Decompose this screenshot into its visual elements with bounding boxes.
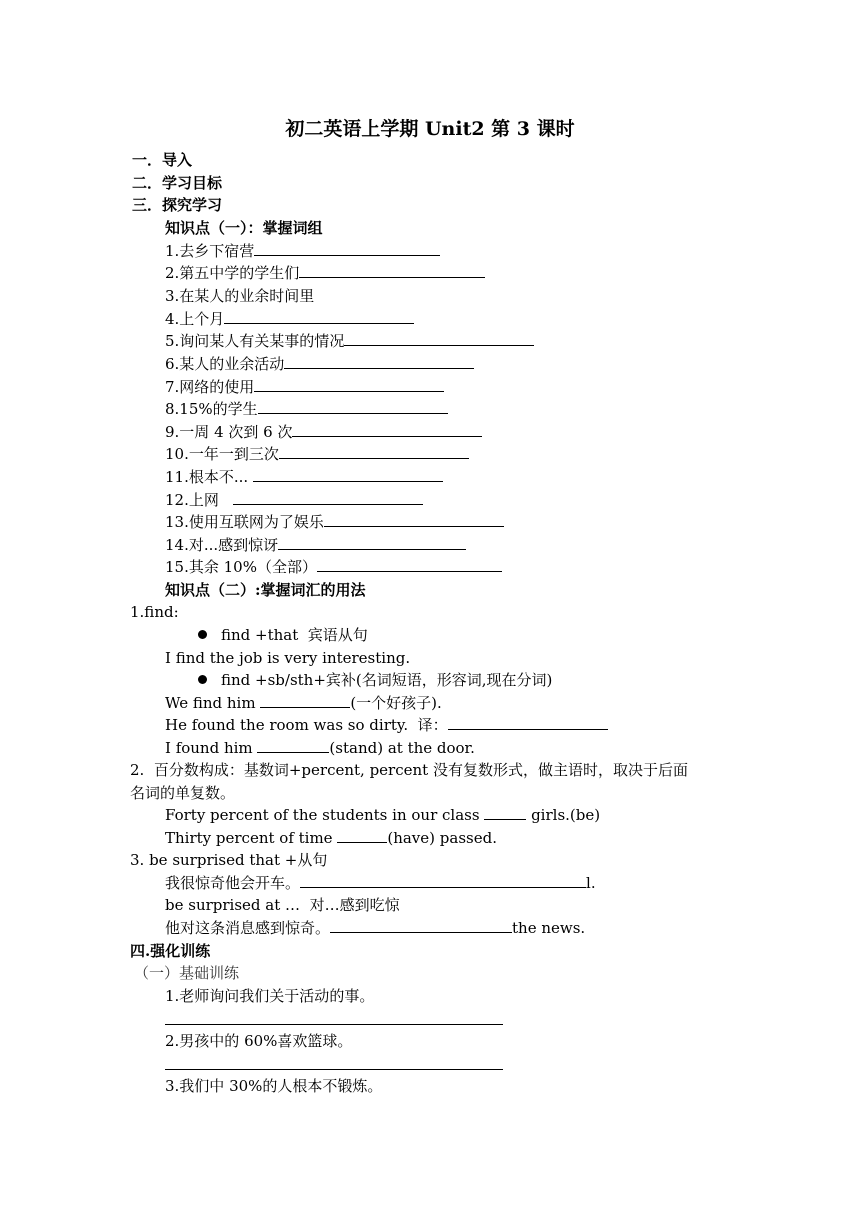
bullet-icon xyxy=(198,630,207,639)
answer-blank[interactable] xyxy=(258,398,448,414)
phrase-item-text: 13.使用互联网为了娱乐 xyxy=(165,513,324,531)
answer-blank[interactable] xyxy=(278,534,466,550)
phrase-item xyxy=(165,443,469,465)
bullet-text: find +sb/sth+宾补(名词短语，形容词,现在分词) xyxy=(221,671,553,689)
phrase-item-text: 2.第五中学的学生们 xyxy=(165,264,300,282)
percent-rule-line-2: 名词的单复数。 xyxy=(130,784,236,802)
section-objectives: 二．学习目标 xyxy=(132,174,223,192)
phrase-item-text: 3.在某人的业余时间里 xyxy=(165,287,315,305)
phrase-item xyxy=(165,240,440,262)
phrase-item xyxy=(165,285,314,307)
answer-blank[interactable] xyxy=(233,489,423,505)
bullet-item xyxy=(198,624,368,646)
phrase-item xyxy=(165,398,448,420)
example-sentence xyxy=(165,714,608,736)
training-question: 1.老师询问我们关于活动的事。 xyxy=(165,987,375,1005)
section-explore: 三．探究学习 xyxy=(132,196,223,214)
phrase-item xyxy=(165,376,444,398)
answer-blank[interactable] xyxy=(324,511,504,527)
phrase-item-text: 11.根本不... xyxy=(165,468,249,486)
phrase-item xyxy=(165,466,443,488)
bullet-item xyxy=(198,669,552,691)
example-text: (have) passed. xyxy=(387,829,497,847)
example-text: 我很惊奇他会开车。 xyxy=(165,874,301,892)
section-training: 四.强化训练 xyxy=(130,942,211,960)
phrase-item-text: 8.15%的学生 xyxy=(165,400,258,418)
find-title: 1.find: xyxy=(130,603,179,621)
answer-blank[interactable] xyxy=(344,330,534,346)
answer-blank[interactable] xyxy=(317,556,502,572)
example-text: the news. xyxy=(512,919,586,937)
answer-blank[interactable] xyxy=(484,804,526,820)
bullet-icon xyxy=(198,675,207,684)
example-sentence xyxy=(165,804,600,826)
training-subheading: （一）基础训练 xyxy=(134,964,240,982)
percent-rule-line-1: 2. 百分数构成：基数词+percent, percent 没有复数形式，做主语时，取决于后面 xyxy=(130,761,688,779)
answer-blank[interactable] xyxy=(254,240,440,256)
bullet-text: find +that 宾语从句 xyxy=(221,626,368,644)
phrase-item-text: 5.询问某人有关某事的情况 xyxy=(165,332,345,350)
section-intro: 一．导入 xyxy=(132,151,193,169)
phrase-item-text: 7.网络的使用 xyxy=(165,378,255,396)
example-text: Thirty percent of time xyxy=(165,829,338,847)
be-surprised-title: 3. be surprised that +从句 xyxy=(130,851,328,869)
phrase-item xyxy=(165,511,504,533)
example-text: girls.(be) xyxy=(526,806,601,824)
training-question: 2.男孩中的 60%喜欢篮球。 xyxy=(165,1032,353,1050)
phrase-item-text: 4.上个月 xyxy=(165,310,225,328)
phrase-item xyxy=(165,556,502,578)
answer-blank[interactable] xyxy=(330,917,512,933)
example-sentence xyxy=(165,692,442,714)
answer-blank[interactable] xyxy=(260,692,350,708)
example-text: I found him xyxy=(165,739,258,757)
knowledge-point-1-heading: 知识点（一）：掌握词组 xyxy=(165,219,323,237)
answer-blank[interactable] xyxy=(253,466,443,482)
example-sentence: I find the job is very interesting. xyxy=(165,649,411,667)
answer-blank[interactable] xyxy=(299,262,485,278)
answer-blank[interactable] xyxy=(300,872,586,888)
example-sentence xyxy=(165,872,596,894)
phrase-item xyxy=(165,330,534,352)
answer-line[interactable] xyxy=(165,1069,503,1070)
phrase-item xyxy=(165,489,423,511)
answer-blank[interactable] xyxy=(254,376,444,392)
answer-blank[interactable] xyxy=(448,714,608,730)
example-text: 他对这条消息感到惊奇。 xyxy=(165,919,331,937)
phrase-item-text: 14.对...感到惊讶 xyxy=(165,536,279,554)
be-surprised-at: be surprised at … 对…感到吃惊 xyxy=(165,896,400,914)
phrase-item-text: 12.上网 xyxy=(165,491,219,509)
phrase-item xyxy=(165,534,466,556)
phrase-item-text: 1.去乡下宿营 xyxy=(165,242,255,260)
answer-blank[interactable] xyxy=(292,421,482,437)
answer-blank[interactable] xyxy=(337,827,387,843)
training-question: 3.我们中 30%的人根本不锻炼。 xyxy=(165,1077,383,1095)
example-text: He found the room was so dirty. 译： xyxy=(165,716,448,734)
example-text: (一个好孩子). xyxy=(350,694,442,712)
phrase-item xyxy=(165,353,474,375)
example-text: We find him xyxy=(165,694,261,712)
example-sentence xyxy=(165,827,497,849)
answer-line[interactable] xyxy=(165,1024,503,1025)
example-text: Forty percent of the students in our class xyxy=(165,806,485,824)
example-text: (stand) at the door. xyxy=(329,739,475,757)
example-text: l. xyxy=(586,874,596,892)
knowledge-point-2-heading: 知识点（二）:掌握词汇的用法 xyxy=(165,581,366,599)
phrase-item xyxy=(165,308,414,330)
phrase-item-text: 9.一周 4 次到 6 次 xyxy=(165,423,293,441)
example-sentence xyxy=(165,917,585,939)
example-sentence xyxy=(165,737,475,759)
answer-blank[interactable] xyxy=(224,308,414,324)
phrase-item-text: 6.某人的业余活动 xyxy=(165,355,285,373)
answer-blank[interactable] xyxy=(284,353,474,369)
answer-blank[interactable] xyxy=(279,443,469,459)
answer-blank[interactable] xyxy=(257,737,329,753)
page-title: 初二英语上学期 Unit2 第 3 课时 xyxy=(285,118,575,140)
phrase-item xyxy=(165,262,485,284)
phrase-item xyxy=(165,421,482,443)
phrase-item-text: 15.其余 10%（全部） xyxy=(165,558,317,576)
phrase-item-text: 10.一年一到三次 xyxy=(165,445,279,463)
